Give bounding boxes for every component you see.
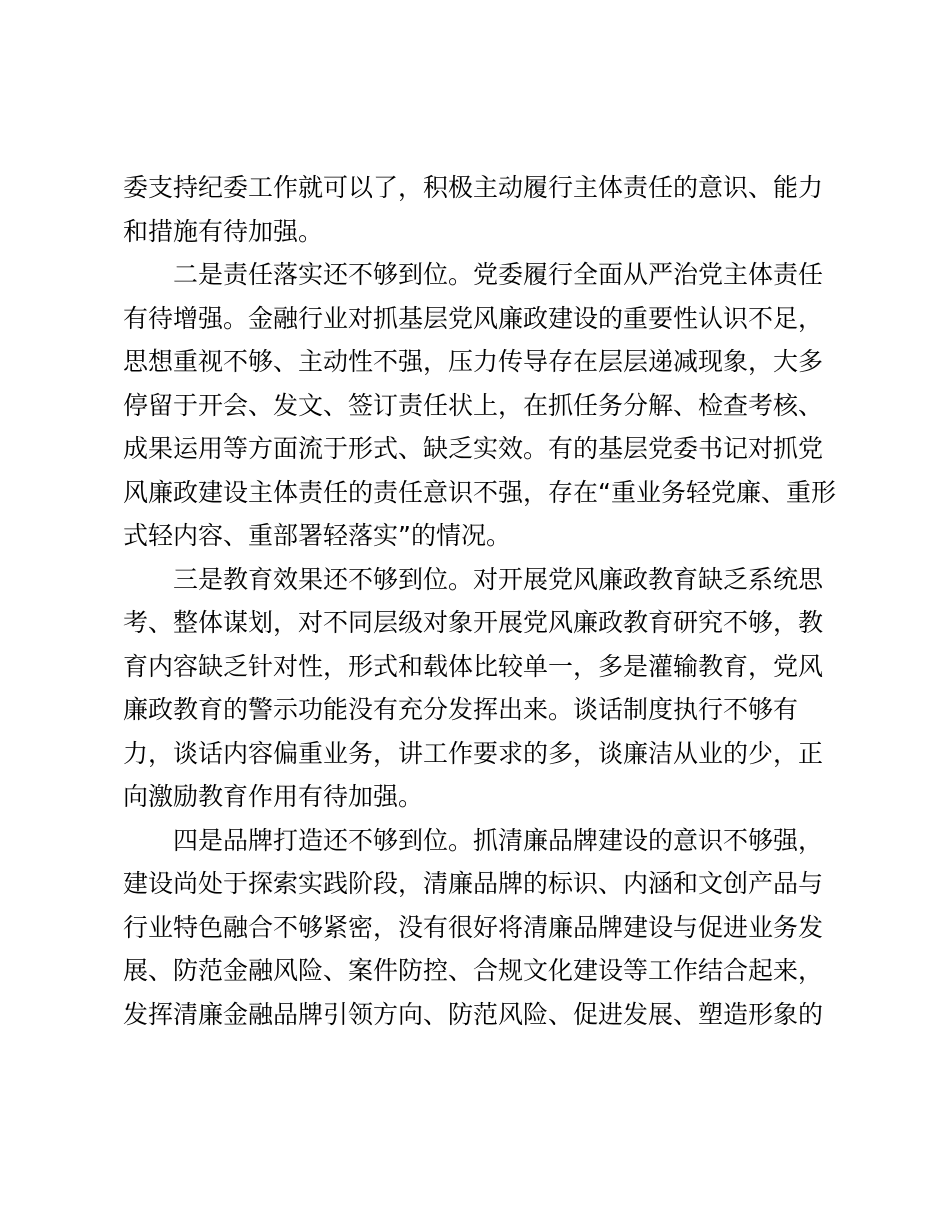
text-line: 式轻内容、重部署轻落实”的情况。 [123,521,511,550]
text-line: 行业特色融合不够紧密，没有很好将清廉品牌建设与促进业务发 [123,912,824,942]
paragraph-start-line: 三是教育效果还不够到位。对开展党风廉政教育缺乏系统思 [173,564,824,594]
body-text [123,166,836,1036]
text-line: 和措施有待加强。 [123,216,324,246]
text-line: 有待增强。金融行业对抓基层党风廉政建设的重要性认识不足， [123,303,824,333]
paragraph-start-line: 二是责任落实还不够到位。党委履行全面从严治党主体责任 [173,260,824,289]
text-line: 成果运用等方面流于形式、缺乏实效。有的基层党委书记对抓党 [123,434,824,463]
text-line: 展、防范金融风险、案件防控、合规文化建设等工作结合起来， [123,956,824,985]
text-line: 建设尚处于探索实践阶段，清廉品牌的标识、内涵和文创产品与 [123,869,824,898]
text-line: 停留于开会、发文、签订责任状上，在抓任务分解、检查考核、 [123,390,824,420]
text-line: 风廉政建设主体责任的责任意识不强，存在“重业务轻党廉、重形 [123,477,836,507]
text-line: 委支持纪委工作就可以了，积极主动履行主体责任的意识、能力 [123,173,824,202]
text-line: 思想重视不够、主动性不强，压力传导存在层层递减现象，大多 [123,347,824,376]
text-line: 向激励教育作用有待加强。 [123,782,424,811]
text-line: 考、整体谋划，对不同层级对象开展党风廉政教育研究不够，教 [123,608,824,637]
paragraph-start-line: 四是品牌打造还不够到位。抓清廉品牌建设的意识不够强， [173,825,824,855]
text-line: 育内容缺乏针对性，形式和载体比较单一，多是灌输教育，党风 [123,651,824,681]
text-line: 发挥清廉金融品牌引领方向、防范风险、促进发展、塑造形象的 [123,999,824,1029]
text-line: 力，谈话内容偏重业务，讲工作要求的多，谈廉洁从业的少，正 [123,738,824,768]
text-line: 廉政教育的警示功能没有充分发挥出来。谈话制度执行不够有 [123,695,799,724]
